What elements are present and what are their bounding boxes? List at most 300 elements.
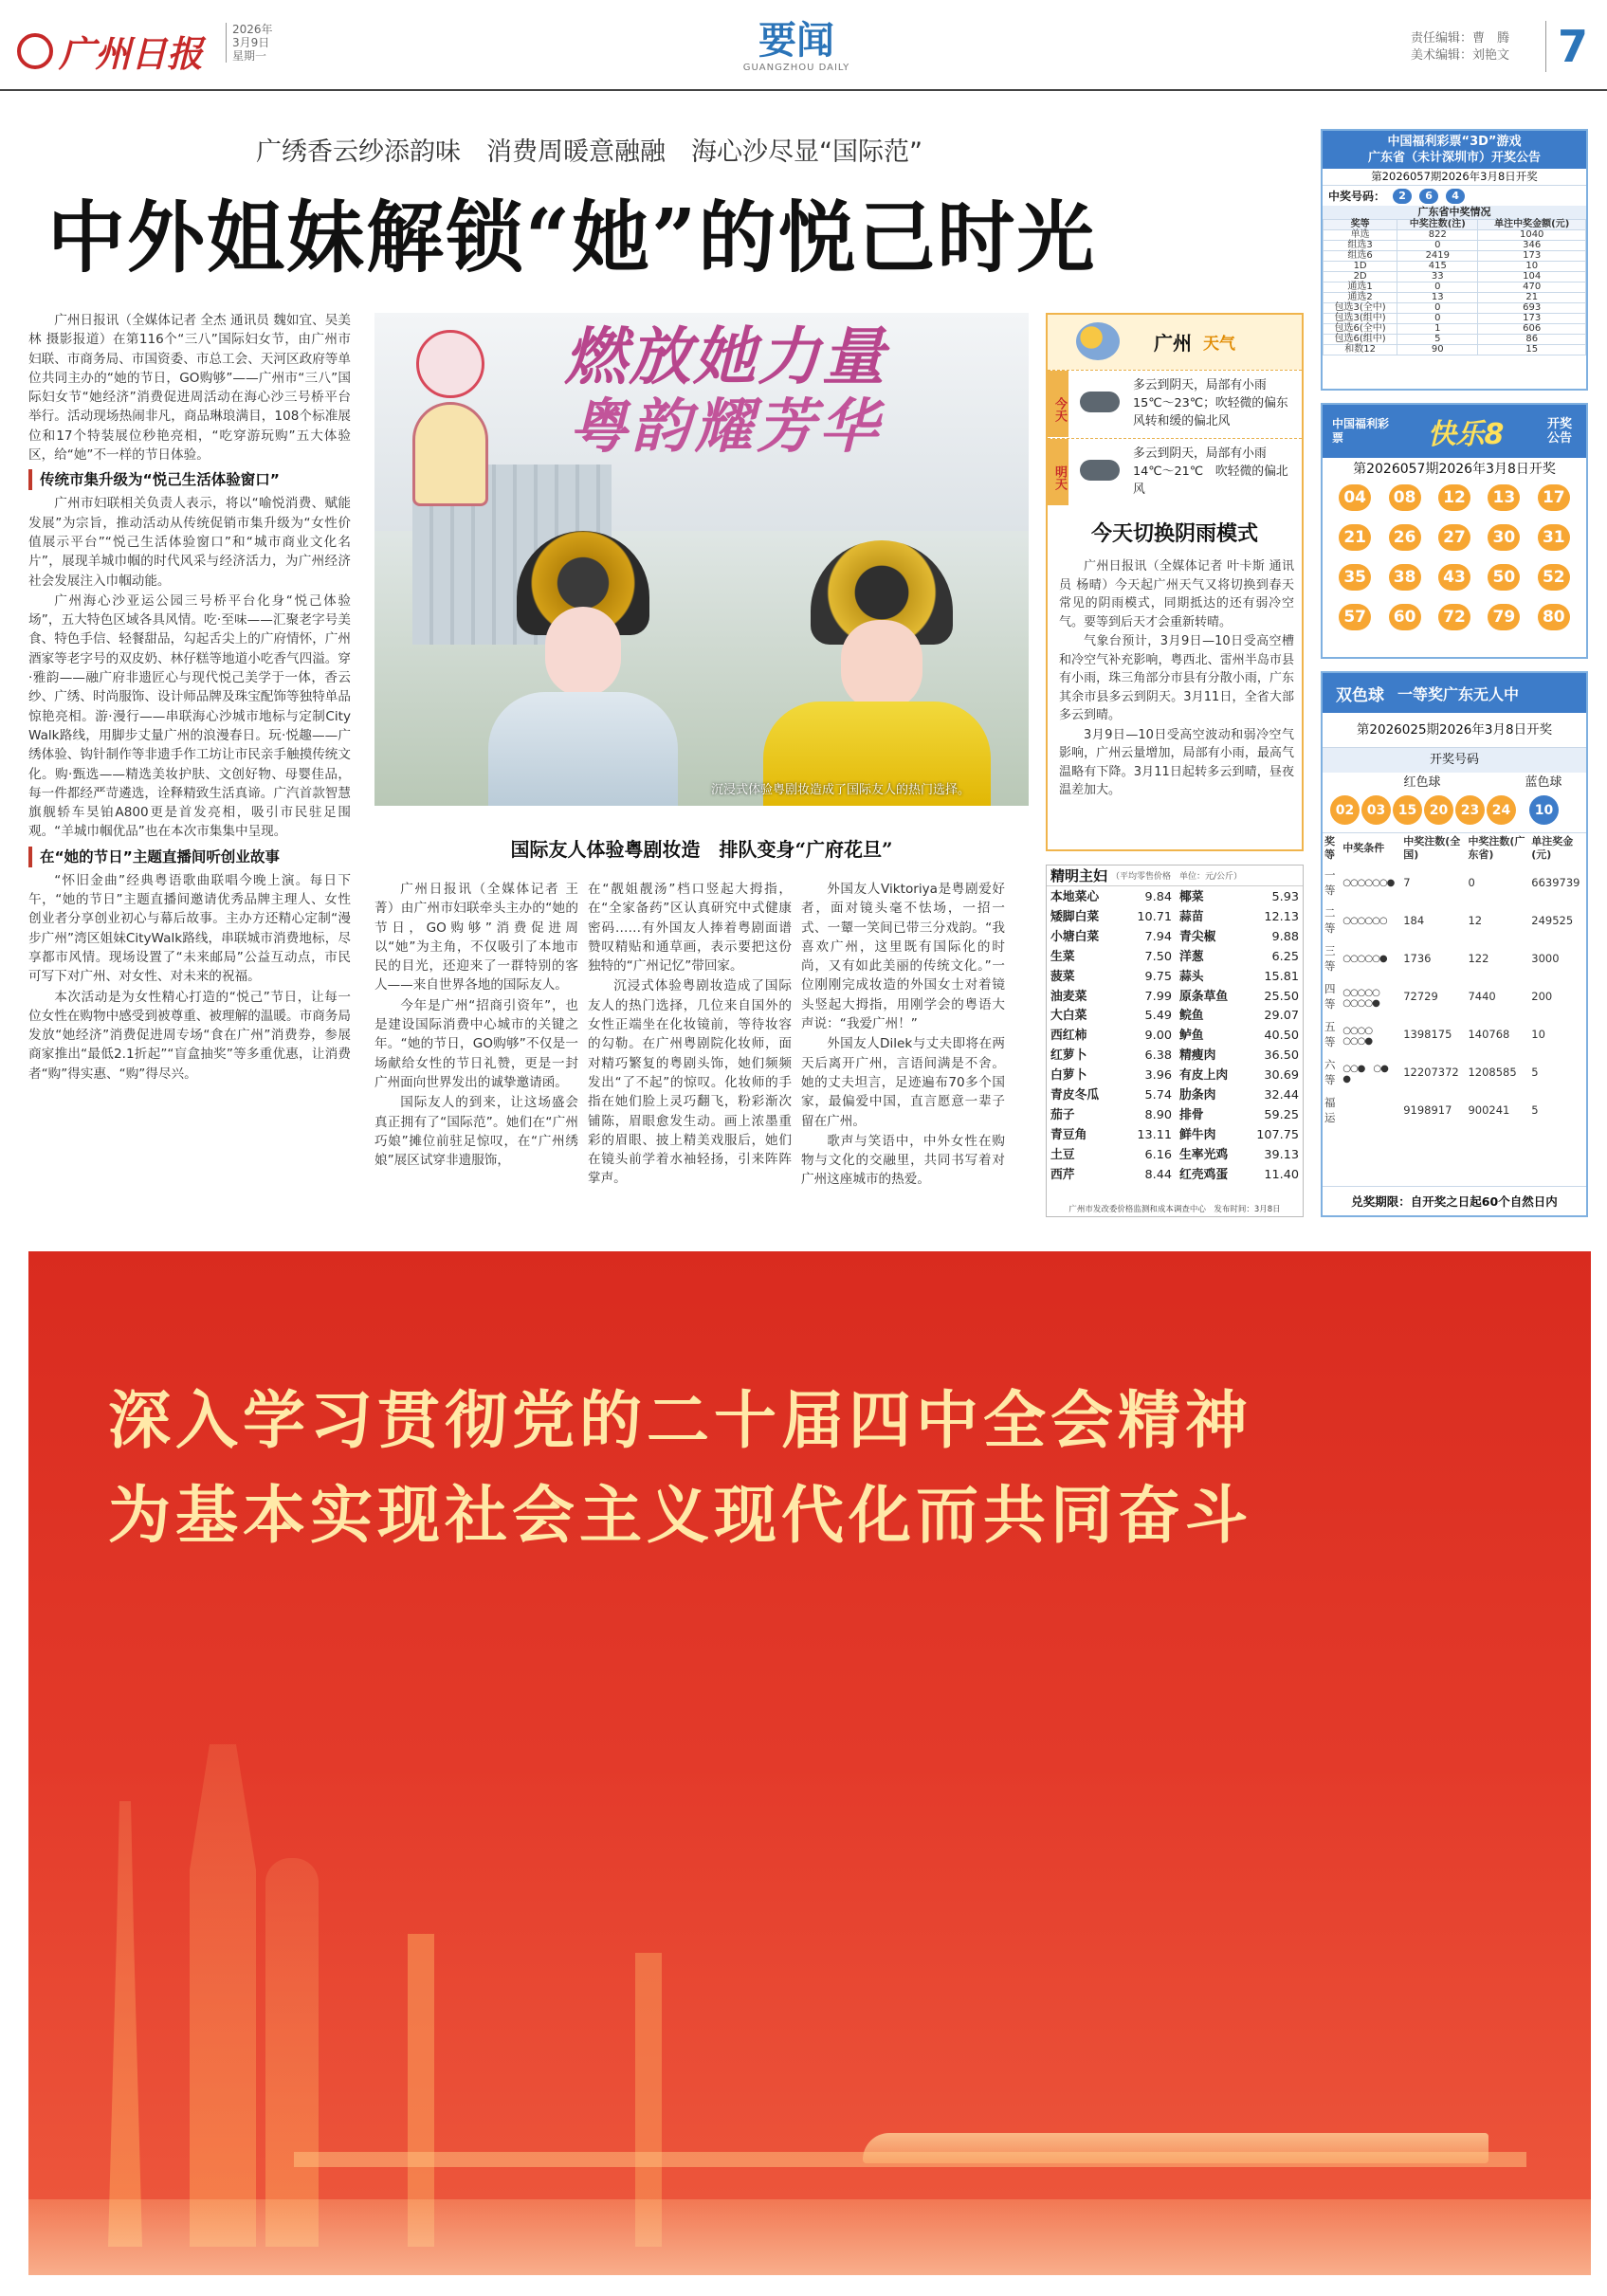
table-cell: 1D [1324, 262, 1397, 272]
table-cell: 21 [1478, 293, 1586, 303]
table-cell: 包选6(组中) [1324, 335, 1397, 345]
table-row [1324, 314, 1586, 324]
table-cell: 90 [1397, 345, 1478, 355]
red-ball: 03 [1361, 795, 1391, 825]
table-cell: 一等 [1324, 868, 1336, 897]
ssq-header [1323, 673, 1586, 713]
performer-right [754, 540, 1000, 806]
table-cell: 1040 [1478, 230, 1586, 241]
table-cell: 15 [1478, 345, 1586, 355]
story1-paragraph: 广州市妇联相关负责人表示，将以“喻悦消费、赋能发展”为宗旨，推动活动从传统促销市集升级为“女性价值展示平台”“悦己生活体验窗口”和“城市商业文化名片”，展现羊城巾帼的时代风采与经济活力，为广州经济社会发展注入巾帼动能。 [28, 496, 351, 589]
price-row [1176, 1047, 1303, 1066]
item-name: 鲩鱼 [1179, 1009, 1204, 1024]
red-ball: 20 [1424, 795, 1453, 825]
date-year: 2026年 [232, 23, 273, 36]
story1-intro: 广州日报讯（全媒体记者 全杰 通讯员 魏如宜、吴美林 摄影报道）在第116个“三八”国际妇女节，由广州市妇联、市商务局、市国资委、市总工会、天河区政府等单位共同主办的“她的节日，GO购够”——广州市“三八”国际妇女节“她经济”消费促进周活动在海心沙三号桥平台举行。活动现场热闹非凡，商品琳琅满目，108个标准展位和17个特装展位秒艳亮相，“吃穿游玩购”五大体验区，给“她”不一样的节日体验。 [28, 313, 351, 464]
item-name: 蒜苗 [1179, 909, 1204, 924]
table-header-row [1324, 220, 1586, 230]
table-cell [1341, 1091, 1401, 1129]
ssq-draw-label: 开奖号码 [1323, 748, 1586, 773]
table-cell: 和数12 [1324, 345, 1397, 355]
veg-table-right [1176, 888, 1303, 1186]
table-cell: 415 [1397, 262, 1478, 272]
story2-paragraph: 沉浸式体验粤剧妆造成了国际友人的热门选择，几位来自国外的女性正端坐在化妆镜前，等待妆容的勾勒。在广州粤剧院化妆师，面对精巧繁复的粤剧头饰，她们频频发出“了不起”的惊叹。化妆师的手指在她们脸上灵巧翻飞，粉彩渐次铺陈，眉眼愈发生动。画上浓墨重彩的眉眼、披上精美戏服后，她们在镜头前学着水袖轻扬，引来阵阵掌声。 [588, 978, 792, 1187]
story1-paragraph: 本次活动是为女性精心打造的“悦己”节日，让每一位女性在购物中感受到被尊重、被理解的温暖。市商务局发放“她经济”消费促进周专场“食在广州”消费券，参展商家推出“最低2.1折起”“盲盒抽奖”等多重优惠，让消费者“购”得实惠、“购”得尽兴。 [28, 989, 351, 1082]
table-cell: ○○○○○ ○○○○● [1342, 988, 1388, 1009]
table-cell: 0 [1397, 314, 1478, 324]
table-cell: 346 [1478, 241, 1586, 251]
price-row [1176, 1007, 1303, 1027]
column-header: 单注中奖金额(元) [1478, 220, 1586, 230]
story1-subhead-2: 在“她的节日”主题直播间听创业故事 [28, 847, 351, 867]
story2-col1 [374, 880, 578, 1171]
item-price: 36.50 [1264, 1048, 1299, 1064]
kl8-ball: 13 [1488, 484, 1520, 511]
photo-banner-text [564, 320, 886, 461]
item-name: 红萝卜 [1050, 1048, 1087, 1064]
table-cell: 7 [1403, 876, 1411, 889]
banner-line: 燃放她力量 [564, 319, 886, 393]
table-row [1324, 230, 1586, 241]
editors [1411, 30, 1509, 64]
table-cell: 1736 [1403, 952, 1432, 965]
table-cell: 包选3(组中) [1324, 314, 1397, 324]
feature-photo[interactable] [374, 313, 1029, 806]
story2-paragraph: 国际友人的到来，让这场盛会真正拥有了“国际范”。她们在“广州巧娘”摊位前驻足惊叹，在“广州绣娘”展区试穿非遗服饰， [374, 1095, 578, 1169]
kl8-ball: 27 [1438, 524, 1470, 551]
column-header: 中奖注数(注) [1397, 220, 1478, 230]
table-cell: 单选 [1324, 230, 1397, 241]
section-title [664, 19, 929, 73]
table-cell: 组选3 [1324, 241, 1397, 251]
lottery-3d-table [1323, 219, 1586, 355]
table-cell: 5 [1531, 1103, 1539, 1117]
table-row [1324, 324, 1586, 335]
blue-ball-label: 蓝色球 [1525, 775, 1562, 790]
lottery-3d-title: 中国福利彩票“3D”游戏 [1387, 135, 1522, 149]
ssq-issue: 第2026025期2026年3月8日开奖 [1323, 713, 1586, 748]
table-row [1324, 335, 1586, 345]
item-price: 59.25 [1264, 1107, 1299, 1122]
kl8-ball: 31 [1538, 524, 1570, 551]
lottery-3d-table-title: 广东省中奖情况 [1323, 206, 1586, 219]
editor-line: 美术编辑：刘艳文 [1411, 48, 1510, 63]
kl8-ball: 80 [1538, 604, 1570, 630]
price-row [1047, 1086, 1176, 1106]
date-weekday: 星期一 [232, 49, 267, 63]
table-cell: 249525 [1531, 914, 1574, 927]
item-price: 30.69 [1264, 1068, 1299, 1084]
weather-paragraph: 气象台预计，3月9日—10日受高空槽和冷空气补充影响，粤西北、雷州半岛市县有小雨，珠三角部分市县有分散小雨，广东其余市县多云到阴天。3月11日，全省大部多云到晴。 [1059, 634, 1294, 722]
table-cell: 5 [1531, 1066, 1539, 1079]
item-name: 原条草鱼 [1179, 989, 1229, 1004]
weather-headline: 今天切换阴雨模式 [1090, 521, 1258, 546]
item-name: 椰菜 [1179, 890, 1204, 904]
table-cell: 3000 [1531, 952, 1560, 965]
table-cell: 72729 [1403, 990, 1438, 1003]
table-row [1324, 272, 1586, 282]
item-price: 15.81 [1264, 969, 1299, 984]
item-price: 12.13 [1264, 909, 1299, 924]
lottery-3d-winning [1323, 186, 1586, 206]
red-ball: 24 [1487, 795, 1516, 825]
kl8-name: 快乐8 [1427, 418, 1505, 451]
weather-city: 广州 [1154, 332, 1192, 355]
kl8-ball: 50 [1488, 564, 1520, 591]
item-price: 9.88 [1271, 929, 1299, 944]
table-cell: 五等 [1324, 1020, 1336, 1048]
kl8-ball: 08 [1389, 484, 1421, 511]
price-row [1176, 1027, 1303, 1047]
item-price: 6.16 [1144, 1147, 1172, 1162]
red-ball: 23 [1455, 795, 1485, 825]
table-cell: 13 [1397, 293, 1478, 303]
table-cell: 六等 [1324, 1058, 1336, 1086]
table-row [1323, 864, 1586, 902]
blue-ball: 10 [1529, 795, 1559, 825]
table-cell: 10 [1478, 262, 1586, 272]
item-name: 白萝卜 [1050, 1068, 1087, 1084]
table-cell: 140768 [1468, 1028, 1510, 1041]
column-header: 奖等 [1324, 220, 1397, 230]
price-row [1047, 968, 1176, 988]
price-row [1176, 1106, 1303, 1126]
weather-box [1046, 313, 1304, 851]
table-row [1324, 251, 1586, 262]
table-cell: 包选6(全中) [1324, 324, 1397, 335]
kl8-ball: 57 [1339, 604, 1371, 630]
table-cell: 12207372 [1403, 1066, 1459, 1079]
kl8-ball: 72 [1438, 604, 1470, 630]
table-cell: 33 [1397, 272, 1478, 282]
kl8-ball: 17 [1538, 484, 1570, 511]
cloud-sun-icon [1076, 322, 1120, 360]
column-header: 中奖注数(广东省) [1468, 835, 1525, 861]
table-header-row [1323, 833, 1586, 865]
story1-subhead-1: 传统市集升级为“悦己生活体验窗口” [28, 469, 351, 490]
item-price: 7.50 [1144, 949, 1172, 964]
table-cell: 福运 [1324, 1096, 1336, 1124]
kl8-ball: 38 [1389, 564, 1421, 591]
editor-line: 责任编辑：曹 腾 [1411, 31, 1510, 46]
table-row [1323, 939, 1586, 977]
weather-body [1059, 557, 1294, 801]
price-row [1176, 1126, 1303, 1146]
story2-paragraph: 广州日报讯（全媒体记者 王菁）由广州市妇联牵头主办的“她的节日，GO购够”消费促进周以“她”为主角，不仅吸引了本地市民的目光，还迎来了一群特别的客人——来自世界各地的国际友人。 [374, 882, 578, 993]
table-row [1324, 262, 1586, 272]
table-cell: 7440 [1468, 990, 1496, 1003]
price-row [1047, 1007, 1176, 1027]
table-cell: 2419 [1397, 251, 1478, 262]
item-name: 油麦菜 [1050, 989, 1087, 1004]
kl8-ball: 79 [1488, 604, 1520, 630]
item-name: 青尖椒 [1179, 929, 1216, 944]
table-cell: ○○○○○○ [1342, 915, 1387, 926]
story1-column [28, 311, 351, 1084]
price-row [1176, 948, 1303, 968]
story1-paragraph: “怀旧金曲”经典粤语歌曲联唱今晚上演。每日下午，“她的节日”主题直播间邀请优秀品牌主理人、女性创业者分享创业初心与幕后故事。主办方还精心定制“漫步广州”湾区姐妹CityWalk路线，串联城市消费地标，尽享都市风情。现场设置了“未来邮局”公益互动点，市民可写下对广州、对女性、对未来的祝福。 [28, 872, 351, 985]
price-row [1047, 1166, 1176, 1186]
item-name: 本地菜心 [1050, 890, 1100, 904]
item-price: 5.74 [1144, 1088, 1172, 1103]
table-row [1323, 977, 1586, 1015]
table-row [1324, 345, 1586, 355]
item-price: 9.75 [1144, 969, 1172, 984]
cloud-rain-icon [1080, 460, 1120, 481]
table-cell: 1 [1397, 324, 1478, 335]
item-price: 13.11 [1137, 1127, 1172, 1142]
kl8-issue: 第2026057期2026年3月8日开奖 [1353, 462, 1556, 477]
table-cell: 通选2 [1324, 293, 1397, 303]
item-name: 蒜头 [1179, 969, 1204, 984]
item-name: 有皮上肉 [1179, 1068, 1229, 1084]
item-name: 生率光鸡 [1179, 1147, 1229, 1162]
newspaper-logo[interactable] [17, 25, 203, 77]
ssq-balls [1323, 793, 1586, 832]
price-row [1047, 948, 1176, 968]
kl8-ball: 60 [1389, 604, 1421, 630]
table-cell: 184 [1403, 914, 1425, 927]
item-price: 6.25 [1271, 949, 1299, 964]
story2-col3 [801, 880, 1005, 1191]
table-row [1323, 1091, 1586, 1129]
weather-today [1048, 370, 1302, 436]
date-block [226, 23, 273, 63]
table-cell: 900241 [1468, 1103, 1510, 1117]
cloud-rain-icon [1080, 392, 1120, 412]
lottery-ball: 6 [1419, 189, 1438, 204]
today-forecast: 多云到阴天，局部有小雨 15℃～23℃；吹轻微的偏东风转和缓的偏北风 [1133, 378, 1288, 428]
table-cell: 86 [1478, 335, 1586, 345]
photo-cartoon-figure [393, 320, 507, 519]
kl8-ball: 43 [1438, 564, 1470, 591]
weather-tag: 天气 [1203, 335, 1235, 354]
item-name: 精瘦肉 [1179, 1048, 1216, 1064]
date-day: 3月9日 [232, 36, 270, 49]
price-row [1176, 968, 1303, 988]
table-row [1324, 303, 1586, 314]
section-en: GUANGZHOU DAILY [742, 63, 850, 73]
ground-glow [28, 2199, 1591, 2275]
item-name: 生菜 [1050, 949, 1075, 964]
story2-paragraph: 外国友人Dilek与丈夫即将在两天后离开广州，言语间满是不舍。她的丈夫坦言，足迹遍布70多个国家，最偏爱中国，直言愿意一辈子留在广州。 [801, 1036, 1005, 1129]
table-cell: 包选3(全中) [1324, 303, 1397, 314]
table-cell: 二等 [1324, 906, 1336, 935]
kl8-box [1321, 403, 1588, 659]
table-cell: 三等 [1324, 944, 1336, 973]
price-row [1047, 988, 1176, 1008]
table-cell: 5 [1397, 335, 1478, 345]
item-price: 7.94 [1144, 929, 1172, 944]
table-cell: 0 [1397, 303, 1478, 314]
price-row [1176, 908, 1303, 928]
table-cell: ○○○○○○● [1342, 877, 1395, 888]
table-cell: 822 [1397, 230, 1478, 241]
veg-title-bar [1047, 866, 1303, 886]
price-row [1047, 1047, 1176, 1066]
page-header [0, 0, 1607, 91]
item-name: 青皮冬瓜 [1050, 1088, 1100, 1103]
lottery-ball: 4 [1446, 189, 1465, 204]
item-name: 大白菜 [1050, 1009, 1087, 1024]
item-price: 8.44 [1144, 1167, 1172, 1182]
weather-paragraph: 广州日报讯（全媒体记者 叶卡斯 通讯员 杨晴）今天起广州天气又将切换到春天常见的阴雨模式，同期抵达的还有弱冷空气。要等到后天才会重新转晴。 [1059, 559, 1294, 629]
price-row [1047, 1146, 1176, 1166]
table-cell: 6639739 [1531, 876, 1580, 889]
price-row [1047, 908, 1176, 928]
item-name: 菠菜 [1050, 969, 1075, 984]
price-row [1047, 1066, 1176, 1086]
logo-icon [17, 33, 53, 69]
story1-paragraph: 广州海心沙亚运公园三号桥平台化身“悦己体验场”，五大特色区域各具风情。吃·至味——汇聚老字号美食、特色手信、轻餐甜品，勾起舌尖上的广府情怀，广州酒家等老字号的双皮奶、林仔糕等地道小吃香气四溢。穿·雅韵——融广府非遗匠心与现代悦己美学于一体，香云纱、广绣、时尚服饰、设计师品牌及珠宝配饰等独特单品惊艳亮相。游·漫行——串联海心沙城市地标与定制City Walk路线，用脚步丈量广州的浪漫春日。玩·悦趣——广绣体验、钩针制作等非遗手作工坊让市民亲手触摸传统文化。购·甄选——精选美妆护肤、文创好物、母婴佳品，每一件都经严苛遴选，诠释精致生活真谛。广汽首款智慧旗舰轿车昊铂A800更是首发亮相，吸引市民驻足围观。“羊城巾帼优品”也在本次市集集中呈现。 [28, 592, 351, 840]
table-cell: 0 [1397, 282, 1478, 293]
table-cell: 组选6 [1324, 251, 1397, 262]
table-cell: ○○○○ ○○○● [1342, 1026, 1381, 1047]
weather-title-bar [1048, 315, 1302, 370]
ssq-table [1323, 832, 1586, 1129]
veg-title: 精明主妇 [1050, 867, 1108, 884]
veg-unit: （平均零售价格 单位：元/公斤） [1111, 872, 1243, 882]
lottery-3d-issue: 第2026057期2026年3月8日开奖 [1323, 169, 1586, 186]
item-price: 3.96 [1144, 1068, 1172, 1084]
banner-line: 粤韵耀芳华 [568, 392, 882, 461]
item-name: 矮脚白菜 [1050, 909, 1100, 924]
item-price: 7.99 [1144, 989, 1172, 1004]
price-row [1176, 1146, 1303, 1166]
table-cell: ○○● ○● ● [1342, 1064, 1397, 1084]
column-header: 单注奖金(元) [1531, 835, 1574, 861]
table-cell: 0 [1468, 876, 1475, 889]
price-row [1176, 988, 1303, 1008]
table-cell: 122 [1468, 952, 1489, 965]
table-cell: 693 [1478, 303, 1586, 314]
price-row [1047, 1027, 1176, 1047]
item-name: 西红柿 [1050, 1029, 1087, 1044]
item-name: 肋条肉 [1179, 1088, 1216, 1103]
item-name: 茄子 [1050, 1107, 1075, 1122]
item-price: 39.13 [1264, 1147, 1299, 1162]
veg-table-left [1047, 888, 1176, 1186]
item-price: 40.50 [1264, 1029, 1299, 1044]
item-name: 西芹 [1050, 1167, 1075, 1182]
table-row [1323, 902, 1586, 939]
kl8-header [1323, 405, 1586, 458]
kl8-ball: 26 [1389, 524, 1421, 551]
item-price: 9.84 [1144, 890, 1172, 904]
item-name: 鲈鱼 [1179, 1029, 1204, 1044]
logo-text: 广州日报 [59, 32, 204, 75]
price-row [1047, 1106, 1176, 1126]
lottery-3d-sub: 广东省（未计深圳市）开奖公告 [1367, 151, 1541, 165]
section-name: 要闻 [758, 19, 834, 63]
table-cell: 四等 [1324, 982, 1336, 1011]
table-row [1324, 241, 1586, 251]
tomorrow-label: 明天 [1048, 439, 1068, 505]
weather-tomorrow [1048, 438, 1302, 504]
lottery-3d-header [1323, 131, 1586, 169]
story2-paragraph: 今年是广州“招商引资年”，也是建设国际消费中心城市的关键之年。“她的节日，GO购够”不仅是一场献给女性的节日礼赞，更是一封广州面向世界发出的诚挚邀请函。 [374, 997, 578, 1090]
table-cell: 2D [1324, 272, 1397, 282]
ssq-note: 一等奖广东无人中 [1397, 684, 1520, 703]
ssq-box [1321, 671, 1588, 1217]
table-cell: 9198917 [1403, 1103, 1452, 1117]
story2-headline: 国际友人体验粤剧妆造 排队变身“广府花旦” [510, 838, 893, 861]
story2-paragraph: 在“靓姐靓汤”档口竖起大拇指，在“全家备药”区认真研究中式健康密码……有外国友人捧着粤剧面谱赞叹精贴和通草画，表示要把这份独特的“广州记忆”带回家。 [588, 882, 792, 975]
red-ball: 15 [1393, 795, 1422, 825]
item-name: 红壳鸡蛋 [1179, 1167, 1229, 1182]
red-ball-label: 红色球 [1403, 775, 1441, 790]
table-cell: 200 [1531, 990, 1553, 1003]
ssq-footer: 兑奖期限：自开奖之日起60个自然日内 [1323, 1186, 1586, 1210]
price-row [1176, 928, 1303, 948]
item-price: 32.44 [1264, 1088, 1299, 1103]
column-header: 中奖条件 [1342, 842, 1385, 854]
item-name: 小塘白菜 [1050, 929, 1100, 944]
lottery-3d-box [1321, 129, 1588, 391]
item-price: 107.75 [1256, 1127, 1299, 1142]
price-row [1176, 888, 1303, 908]
story2-paragraph: 外国友人Viktoriya是粤剧爱好者，面对镜头毫不怯场，一招一式、一颦一笑间已带三分戏韵。“我喜欢广州，这里既有国际化的时尚，又有如此美丽的传统文化。”一位刚刚完成妆造的外国女士对着镜头竖起大拇指，用刚学会的粤语大声说：“我爱广州！” [801, 882, 1005, 1032]
table-cell: 173 [1478, 251, 1586, 262]
price-row [1176, 1086, 1303, 1106]
item-price: 25.50 [1264, 989, 1299, 1004]
table-cell: 104 [1478, 272, 1586, 282]
kl8-tag: 开奖公告 [1546, 417, 1572, 446]
item-name: 排骨 [1179, 1107, 1204, 1122]
today-label: 今天 [1048, 371, 1068, 437]
performer-left [479, 531, 687, 806]
banner-headline-2: 为基本实现社会主义现代化而共同奋斗 [108, 1478, 1252, 1552]
table-cell: 0 [1397, 241, 1478, 251]
price-row [1047, 888, 1176, 908]
table-cell: 1398175 [1403, 1028, 1452, 1041]
kl8-ball: 21 [1339, 524, 1371, 551]
story2-col2 [588, 880, 792, 1190]
skyscraper-silhouette [190, 1744, 256, 2247]
kl8-ball: 30 [1488, 524, 1520, 551]
item-price: 8.90 [1144, 1107, 1172, 1122]
weather-paragraph: 3月9日—10日受高空波动和弱冷空气影响，广州云量增加，局部有小雨，最高气温略有下降。3月11日起转多云到晴，昼夜温差加大。 [1059, 727, 1294, 797]
kl8-ball: 04 [1339, 484, 1371, 511]
table-row [1324, 282, 1586, 293]
kl8-ball: 52 [1538, 564, 1570, 591]
table-cell: 173 [1478, 314, 1586, 324]
veg-footer: 广州市发改委价格监测和成本调查中心 发布时间：3月8日 [1068, 1205, 1281, 1214]
item-price: 29.07 [1264, 1009, 1299, 1024]
veg-price-box [1046, 865, 1304, 1217]
kicker: 广绣香云纱添韵味 消费周暖意融融 海心沙尽显“国际范” [256, 137, 922, 167]
item-price: 5.93 [1271, 890, 1299, 904]
table-cell: ○○○○○● [1342, 953, 1387, 964]
item-name: 青豆角 [1050, 1127, 1087, 1142]
price-row [1176, 1166, 1303, 1186]
item-price: 10.71 [1137, 909, 1172, 924]
tomorrow-forecast: 多云到阴天，局部有小雨 14℃～21℃ 吹轻微的偏北风 [1133, 446, 1288, 497]
table-cell: 通选1 [1324, 282, 1397, 293]
lottery-ball: 2 [1393, 189, 1412, 204]
table-cell: 606 [1478, 324, 1586, 335]
table-row [1323, 1015, 1586, 1053]
price-row [1047, 928, 1176, 948]
photo-caption: 沉浸式体验粤剧妆造成了国际友人的热门选择。 [711, 783, 971, 797]
banner-headline-1: 深入学习贯彻党的二十届四中全会精神 [108, 1383, 1252, 1457]
page-number: 7 [1545, 21, 1588, 72]
item-name: 鲜牛肉 [1179, 1127, 1216, 1142]
canton-tower-silhouette [97, 1801, 154, 2247]
high-speed-train [863, 2133, 1488, 2163]
kl8-balls [1323, 481, 1586, 634]
item-price: 6.38 [1144, 1048, 1172, 1064]
